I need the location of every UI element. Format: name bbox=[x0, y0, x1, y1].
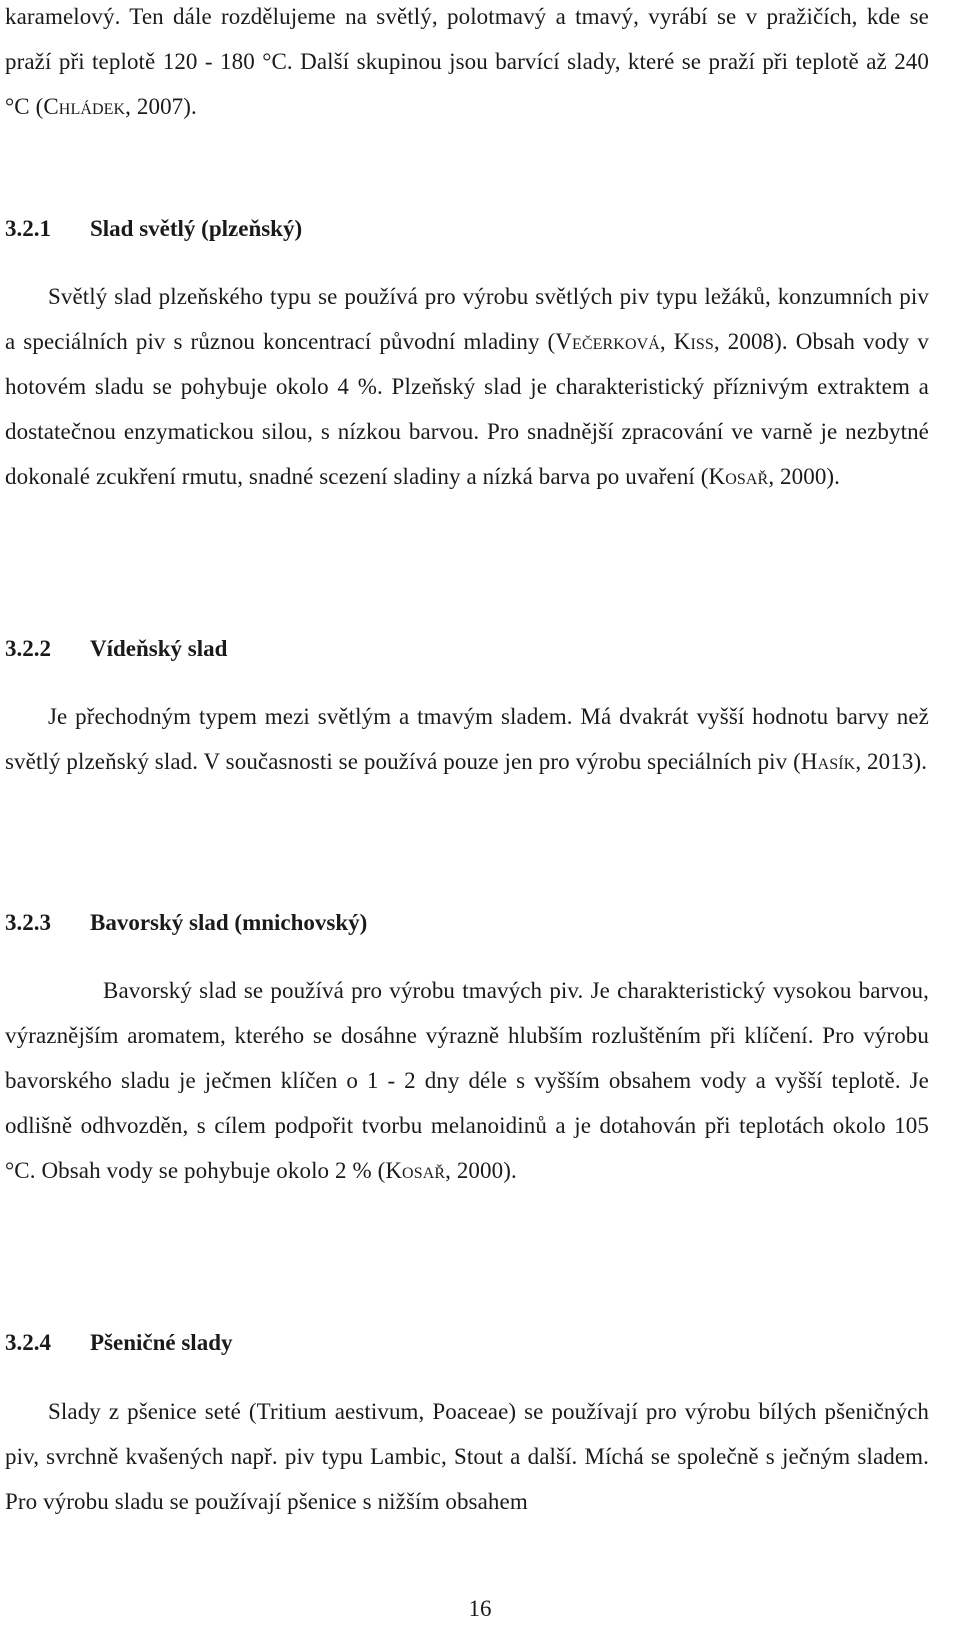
citation-author: Kiss bbox=[673, 329, 714, 354]
section-heading-3-2-4 bbox=[5, 1328, 232, 1358]
section-heading-3-2-3 bbox=[5, 908, 367, 938]
section-number: 3.2.4 bbox=[5, 1330, 51, 1355]
section-title: Bavorský slad (mnichovský) bbox=[90, 910, 368, 935]
citation-author: Večerková bbox=[555, 329, 660, 354]
paragraph-text: , 2008). Obsah vody v hotovém sladu se pohybuje okolo 4 %. Plzeňský slad je charakteristický příznivým extraktem a dostatečnou enzymatickou silou, s nízkou barvou. Pro snadnější zpracování ve varně je nezbytné dokonalé zcukření rmutu, snadné scezení sladiny a nízká barva po uvaření ( bbox=[5, 329, 929, 489]
paragraph-text: , 2000). bbox=[445, 1158, 517, 1183]
paragraph-text: Bavorský slad se používá pro výrobu tmavých piv. Je charakteristický vysokou barvou, výraznějším aromatem, kterého se dosáhne výrazně hlubším rozluštěním při klíčení. Pro výrobu bavorského sladu je ječmen klíčen o 1 - 2 dny déle s vyšším obsahem vody a vyšší teplotě. Je odlišně odhvozděn, s cílem podpořit tvorbu melanoidinů a je dotahován při teplotách okolo 105 °C. Obsah vody se pohybuje okolo 2 % ( bbox=[5, 978, 929, 1183]
citation-author: Kosař bbox=[708, 464, 769, 489]
section-title: Pšeničné slady bbox=[90, 1330, 233, 1355]
paragraph-text: , bbox=[659, 329, 674, 354]
section-title: Vídeňský slad bbox=[90, 636, 228, 661]
paragraph-continuation bbox=[5, 0, 929, 129]
page-number: 16 bbox=[468, 1596, 492, 1621]
paragraph-text: Slady z pšenice seté (Tritium aestivum, Poaceae) se používají pro výrobu bílých pšeničných piv, svrchně kvašených např. piv typu Lambic, Stout a další. Míchá se společně s ječným sladem. Pro výrobu sladu se používají pšenice s nižším obsahem bbox=[5, 1399, 929, 1514]
section-heading-3-2-1 bbox=[5, 214, 302, 244]
paragraph-videnske-slad bbox=[5, 694, 929, 784]
paragraph-text: Světlý slad plzeňského typu se používá pro výrobu světlých piv typu ležáků, konzumních piv a speciálních piv s různou koncentrací původní mladiny ( bbox=[5, 284, 929, 354]
section-title: Slad světlý (plzeňský) bbox=[90, 216, 303, 241]
section-heading-3-2-2 bbox=[5, 634, 227, 664]
paragraph-text: , 2007). bbox=[125, 94, 197, 119]
paragraph-slad-svetly bbox=[5, 274, 929, 499]
paragraph-text: karamelový. Ten dále rozdělujeme na světlý, polotmavý a tmavý, vyrábí se v pražičích, kde se praží při teplotě 120 - 180 °C. Další skupinou jsou barvící slady, které se praží při teplotě až 240 °C ( bbox=[5, 4, 929, 119]
paragraph-psenicne-slady bbox=[5, 1389, 929, 1524]
citation-author: Chládek bbox=[43, 94, 126, 119]
section-number: 3.2.1 bbox=[5, 216, 51, 241]
section-number: 3.2.3 bbox=[5, 910, 51, 935]
paragraph-text: , 2000). bbox=[768, 464, 841, 489]
paragraph-text: Je přechodným typem mezi světlým a tmavým sladem. Má dvakrát vyšší hodnotu barvy než světlý plzeňský slad. V současnosti se používá pouze jen pro výrobu speciálních piv ( bbox=[5, 704, 929, 774]
citation-author: Hasík bbox=[800, 749, 856, 774]
citation-author: Kosař bbox=[385, 1158, 446, 1183]
paragraph-bavorsky-slad bbox=[5, 968, 929, 1193]
section-number: 3.2.2 bbox=[5, 636, 51, 661]
paragraph-text: , 2013). bbox=[855, 749, 928, 774]
